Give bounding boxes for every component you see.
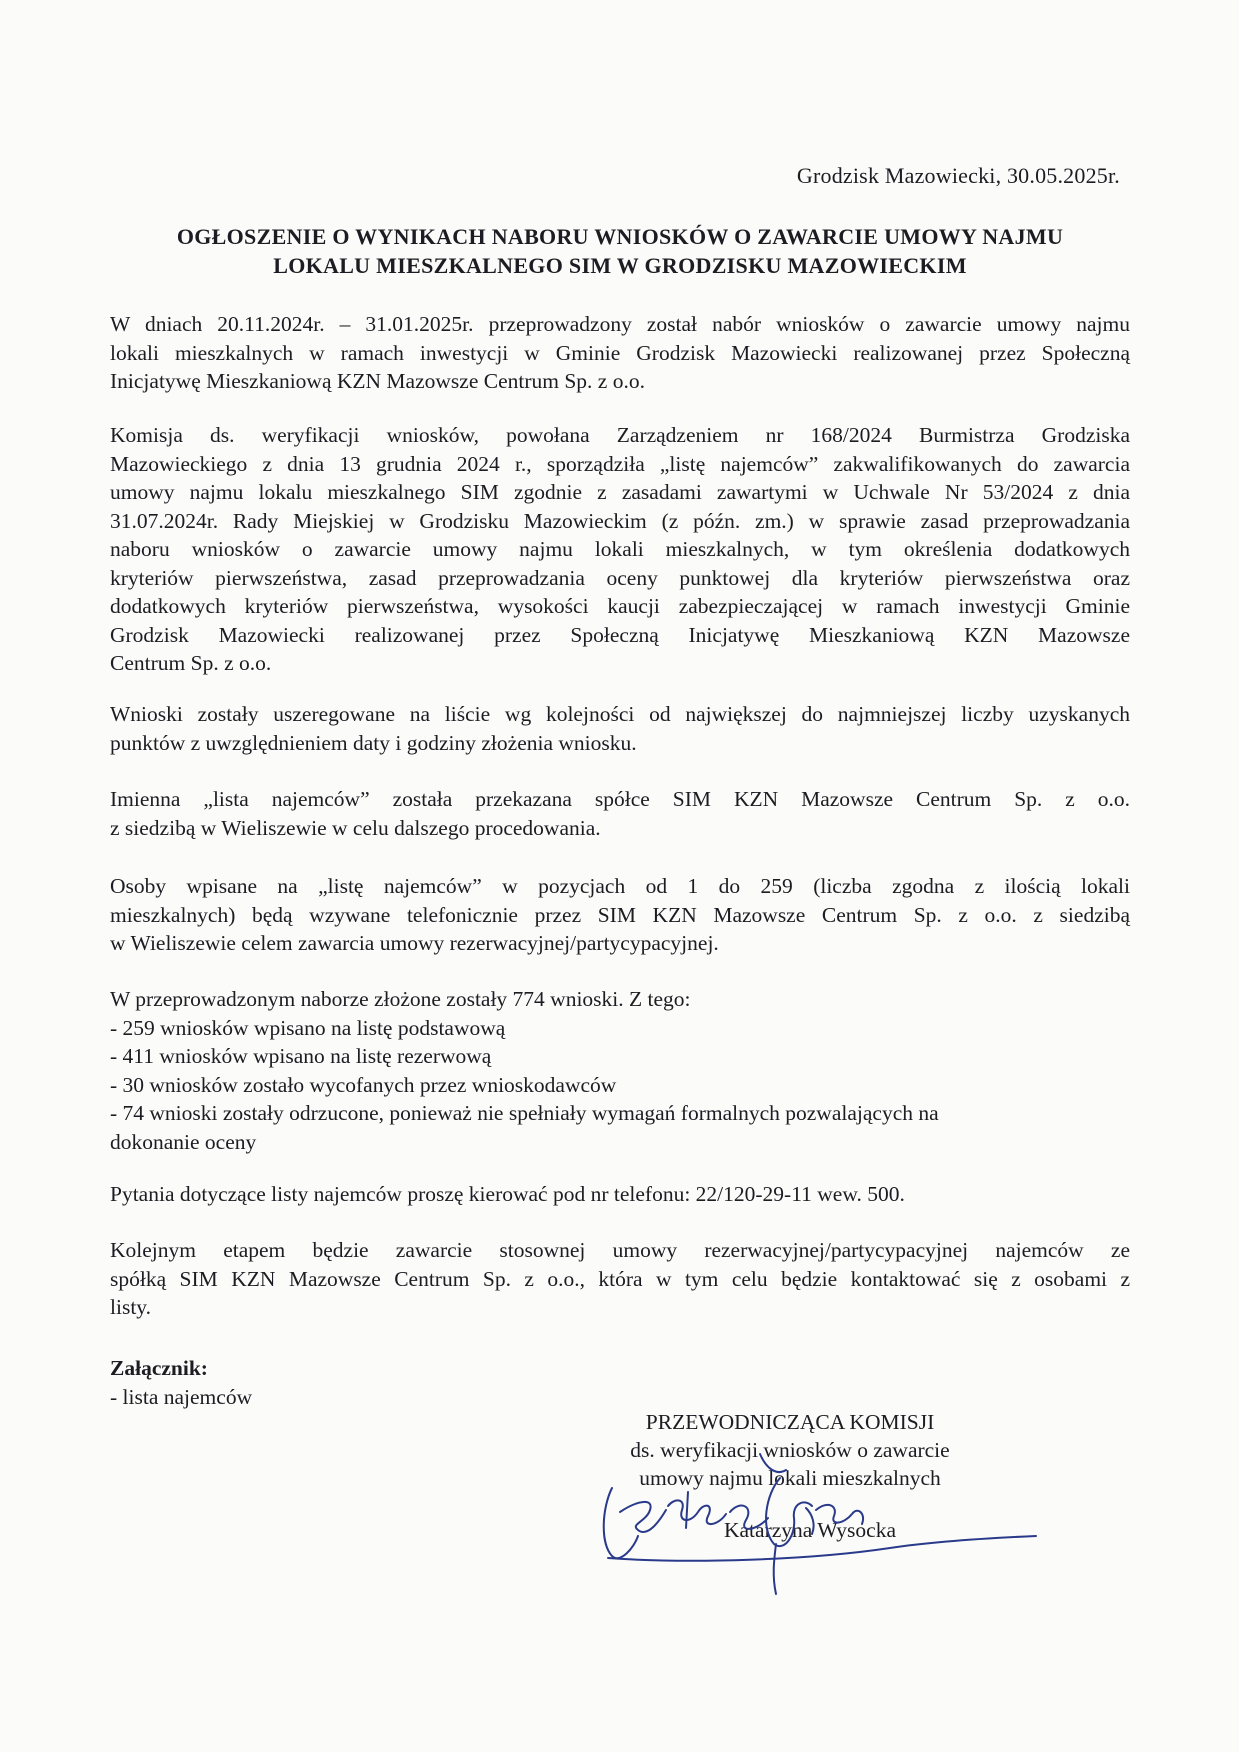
list-item: - 74 wnioski zostały odrzucone, ponieważ nie spełniały wymagań formalnych pozwalających na — [110, 1101, 939, 1125]
text-line: dodatkowych kryteriów pierwszeństwa, wysokości kaucji zabezpieczającej w ramach inwestycji Gminie — [110, 594, 1130, 618]
text-line: spółką SIM KZN Mazowsze Centrum Sp. z o.o., która w tym celu będzie kontaktować się z osobami z — [110, 1266, 1130, 1291]
text-line: Kolejnym etapem będzie zawarcie stosownej umowy rezerwacyjnej/partycypacyjnej najemców ze — [110, 1238, 1130, 1262]
paragraph-next-step — [110, 1236, 1130, 1322]
title-line-1: OGŁOSZENIE O WYNIKACH NABORU WNIOSKÓW O ZAWARCIE UMOWY NAJMU — [176, 224, 1064, 249]
text-line: W dniach 20.11.2024r. – 31.01.2025r. przeprowadzony został nabór wniosków o zawarcie umowy najmu — [110, 312, 1130, 336]
title-line-2: LOKALU MIESZKALNEGO SIM W GRODZISKU MAZOWIECKIM — [273, 253, 967, 278]
text-line: Centrum Sp. z o.o. — [110, 651, 272, 675]
signature-line-2: ds. weryfikacji wniosków o zawarcie — [630, 1438, 950, 1462]
text-line: Mazowieckiego z dnia 13 grudnia 2024 r., sporządziła „listę najemców” zakwalifikowanych do zawarcia — [110, 451, 1130, 476]
text-line: Imienna „lista najemców” została przekazana spółce SIM KZN Mazowsze Centrum Sp. z o.o. — [110, 787, 1130, 811]
handwritten-signature — [590, 1448, 1040, 1598]
paragraph-contact-process — [110, 872, 1130, 958]
list-item: - 411 wniosków wpisano na listę rezerwową — [110, 1044, 492, 1068]
text-line: mieszkalnych) będą wzywane telefonicznie przez SIM KZN Mazowsze Centrum Sp. z o.o. z siedzibą — [110, 902, 1130, 927]
attachment-item: - lista najemców — [110, 1384, 253, 1409]
text-line: z siedzibą w Wieliszewie w celu dalszego procedowania. — [110, 815, 601, 840]
attachment-section — [110, 1354, 1130, 1411]
text-line: punktów z uwzględnieniem daty i godziny złożenia wniosku. — [110, 730, 637, 755]
document-title — [100, 222, 1140, 280]
document-date: Grodzisk Mazowiecki, 30.05.2025r. — [796, 163, 1120, 188]
text-line: kryteriów pierwszeństwa, zasad przeprowadzania oceny punktowej dla kryteriów pierwszeństwa oraz — [110, 565, 1130, 590]
text-line: Komisja ds. weryfikacji wniosków, powołana Zarządzeniem nr 168/2024 Burmistrza Grodziska — [110, 423, 1130, 447]
text-line: Wnioski zostały uszeregowane na liście wg kolejności od największej do najmniejszej liczby uzyskanych — [110, 702, 1130, 726]
text-line: Inicjatywę Mieszkaniową KZN Mazowsze Centrum Sp. z o.o. — [110, 369, 645, 393]
text-line: Pytania dotyczące listy najemców proszę kierować pod nr telefonu: 22/120-29-11 wew. 500. — [110, 1182, 905, 1206]
paragraph-list-transfer — [110, 785, 1130, 842]
paragraph-statistics — [110, 985, 1130, 1156]
text-line: W przeprowadzonym naborze złożone zostały 774 wnioski. Z tego: — [110, 987, 691, 1011]
text-line: w Wieliszewie celem zawarcia umowy rezerwacyjnej/partycypacyjnej. — [110, 931, 719, 955]
paragraph-ranking — [110, 700, 1130, 757]
signature-role: PRZEWODNICZĄCA KOMISJI — [645, 1410, 935, 1434]
text-line: lokali mieszkalnych w ramach inwestycji w Gminie Grodzisk Mazowiecki realizowanej przez Społeczną — [110, 340, 1130, 365]
list-item: - 30 wniosków zostało wycofanych przez wnioskodawców — [110, 1072, 617, 1097]
paragraph-questions — [110, 1180, 1130, 1209]
paragraph-commission — [110, 421, 1130, 678]
signature-line-3: umowy najmu lokali mieszkalnych — [639, 1466, 941, 1490]
text-line: naboru wniosków o zawarcie umowy najmu lokali mieszkalnych, w tym określenia dodatkowych — [110, 537, 1130, 561]
list-item: dokonanie oceny — [110, 1129, 257, 1154]
attachment-label: Załącznik: — [110, 1356, 208, 1380]
text-line: 31.07.2024r. Rady Miejskiej w Grodzisku Mazowieckim (z późn. zm.) w sprawie zasad przeprowadzania — [110, 508, 1130, 533]
paragraph-intro — [110, 310, 1130, 396]
text-line: Osoby wpisane na „listę najemców” w pozycjach od 1 do 259 (liczba zgodna z ilością lokali — [110, 874, 1130, 898]
text-line: listy. — [110, 1295, 152, 1319]
signature-name: Katarzyna Wysocka — [723, 1518, 897, 1542]
text-line: Grodzisk Mazowiecki realizowanej przez Społeczną Inicjatywę Mieszkaniową KZN Mazowsze — [110, 622, 1130, 647]
text-line: umowy najmu lokalu mieszkalnego SIM zgodnie z zasadami zawartymi w Uchwale Nr 53/2024 z dnia — [110, 480, 1130, 504]
list-item: - 259 wniosków wpisano na listę podstawową — [110, 1015, 506, 1040]
